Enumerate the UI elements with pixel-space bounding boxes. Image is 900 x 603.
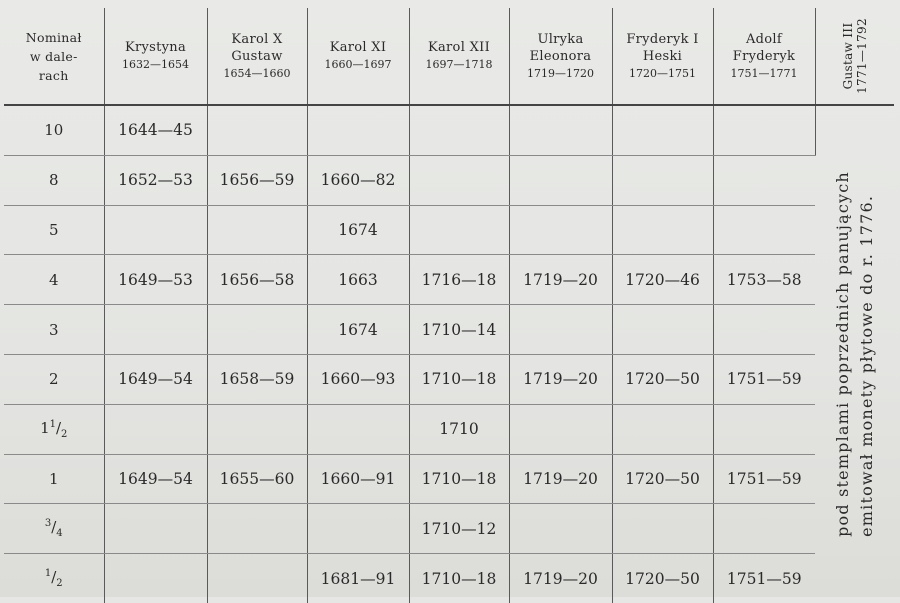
table-cell: 1644—45 [104,105,207,155]
table-cell [207,554,307,603]
nominal-denominator: 4 [56,528,63,540]
table-cell [207,504,307,554]
header-karol-xi: Karol XI 1660—1697 [307,8,409,105]
coin-table [4,8,894,603]
table-cell [713,205,815,255]
table-cell: 1710 [409,404,509,454]
table-cell [104,404,207,454]
header-adolf-fryderyk: Adolf Fryderyk 1751—1771 [713,8,815,105]
table-cell [509,155,612,205]
nominal-cell: $1^1/_2$ [4,404,104,454]
table-cell [104,205,207,255]
nominal-numerator: 1 [49,418,56,430]
table-row [4,354,894,404]
table-row [4,454,894,504]
table-cell [104,504,207,554]
table-cell: 1656—59 [207,155,307,205]
table-cell: 1655—60 [207,454,307,504]
table-cell: 1751—59 [713,454,815,504]
table-cell: 1656—58 [207,255,307,305]
nominal-numerator: 3 [44,518,52,530]
table-cell: 1720—46 [612,255,713,305]
table-cell: 1753—58 [713,255,815,305]
table-cell [509,205,612,255]
table-cell: 1663 [307,255,409,305]
nominal-whole: 1 [40,418,50,437]
table-row [4,504,894,554]
table-cell: 1652—53 [104,155,207,205]
table-cell [307,404,409,454]
table-cell [207,105,307,155]
header-fryderyk-i: Fryderyk I Heski 1720—1751 [612,8,713,105]
nominal-cell: $^3/_4$ [4,504,104,554]
table-row [4,554,894,603]
table-cell: 1674 [307,305,409,355]
table-cell: 1716—18 [409,255,509,305]
note-line-1: pod stemplami poprzednich panujących [832,171,852,538]
nominal-cell: 5 [4,205,104,255]
table-cell: 1719—20 [509,454,612,504]
header-ulryka-eleonora: Ulryka Eleonora 1719—1720 [509,8,612,105]
header-gustaw-iii: Gustaw III 1771—1792 [815,8,894,105]
nominal-cell: 3 [4,305,104,355]
table-row [4,105,894,155]
nominal-cell: 10 [4,105,104,155]
table-cell: 1660—93 [307,354,409,404]
table-cell [713,404,815,454]
table-cell: 1649—54 [104,454,207,504]
table-cell [207,404,307,454]
nominal-cell: 8 [4,155,104,205]
table-cell [104,554,207,603]
table-cell: 1720—50 [612,354,713,404]
note-line-2: emitował monety płytowe do r. 1776. [856,195,876,538]
table-cell: 1719—20 [509,354,612,404]
table-cell: 1710—18 [409,354,509,404]
table-cell [409,105,509,155]
nominal-cell: $^1/_2$ [4,554,104,603]
nominal-denominator: 2 [56,578,63,590]
table-cell [713,504,815,554]
table-cell: 1710—12 [409,504,509,554]
header-karol-xii: Karol XII 1697—1718 [409,8,509,105]
table-cell: 1649—53 [104,255,207,305]
table-cell [409,155,509,205]
table-cell [104,305,207,355]
table-cell: 1710—18 [409,454,509,504]
table-cell [509,305,612,355]
table-row [4,255,894,305]
table-cell [612,105,713,155]
header-row [4,8,894,105]
table-cell [612,155,713,205]
table-cell: 1710—18 [409,554,509,603]
header-krystyna: Krystyna 1632—1654 [104,8,207,105]
table-cell: 1720—50 [612,454,713,504]
table-cell: 1649—54 [104,354,207,404]
table-cell [307,105,409,155]
table-cell: 1719—20 [509,554,612,603]
table-row [4,404,894,454]
nominal-cell: 2 [4,354,104,404]
table-cell [207,305,307,355]
table-cell: 1674 [307,205,409,255]
table-row [4,305,894,355]
nominal-denominator: 2 [61,428,68,440]
table-cell [612,504,713,554]
table-cell: 1658—59 [207,354,307,404]
table-cell: 1751—59 [713,354,815,404]
table-cell: 1681—91 [307,554,409,603]
nominal-numerator: 1 [44,568,52,580]
table-cell: 1720—50 [612,554,713,603]
table-cell: 1710—14 [409,305,509,355]
gustaw-iii-note [815,105,894,603]
table-cell [713,105,815,155]
table-cell: 1751—59 [726,569,802,588]
table-cell [509,504,612,554]
table-cell [307,504,409,554]
table-cell [207,205,307,255]
table-cell [612,305,713,355]
table-row [4,155,894,205]
header-karol-x: Karol X Gustaw 1654—1660 [207,8,307,105]
table-cell: 1719—20 [509,255,612,305]
table-cell [612,205,713,255]
table-cell [713,155,815,205]
table-cell [409,205,509,255]
nominal-cell: 1 [4,454,104,504]
table-cell [612,404,713,454]
header-nominal: Nominał w dale- rach [4,8,104,105]
table-cell [713,305,815,355]
nominal-cell: 4 [4,255,104,305]
table-cell: 1660—91 [307,454,409,504]
table-cell [509,105,612,155]
table-cell: 1660—82 [307,155,409,205]
table-row [4,205,894,255]
table-cell [509,404,612,454]
